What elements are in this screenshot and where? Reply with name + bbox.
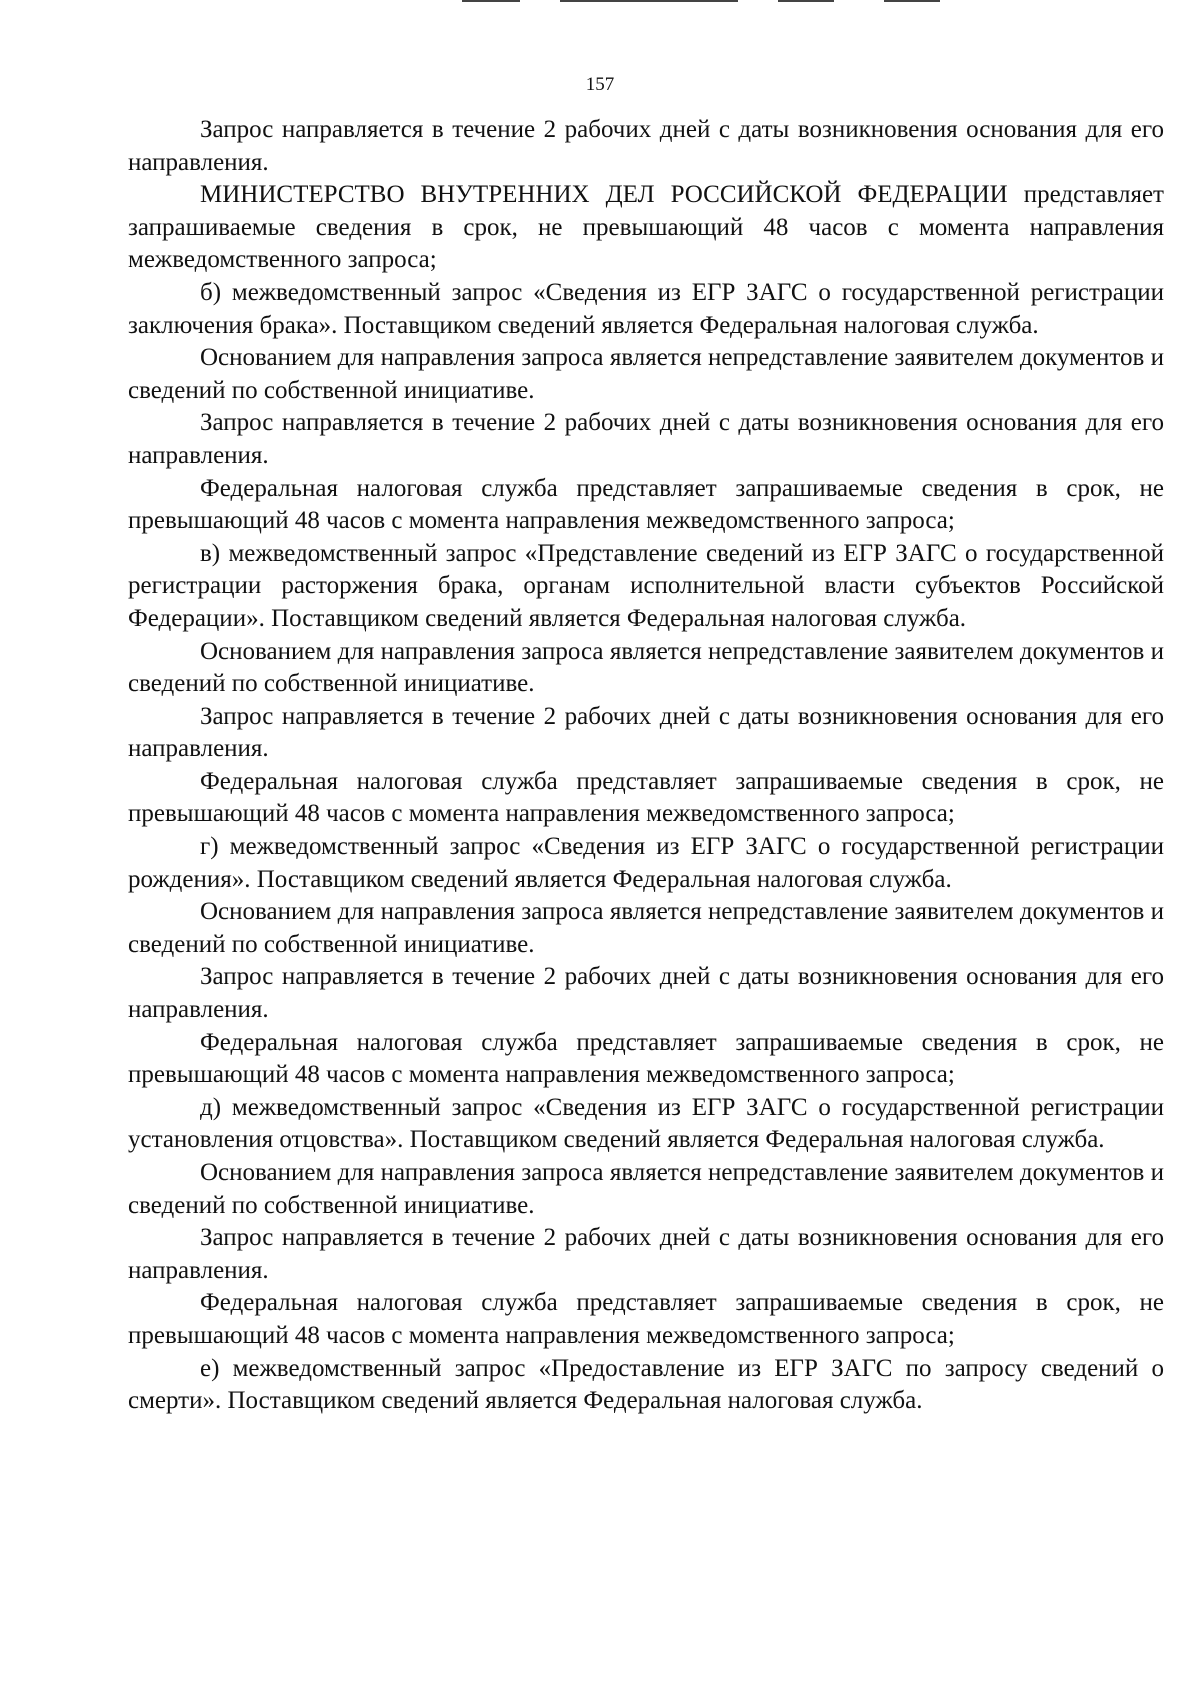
paragraph: Запрос направляется в течение 2 рабочих дней с даты возникновения основания для его направления. [128,409,1164,469]
paragraph: МИНИСТЕРСТВО ВНУТРЕННИХ ДЕЛ РОССИЙСКОЙ ФЕДЕРАЦИИ представляет запрашиваемые сведения в срок, не превышающий 48 часов с момента направления межведомственного запроса; [128,181,1164,274]
top-rule [884,0,940,2]
page-number: 157 [585,74,615,95]
paragraph: Запрос направляется в течение 2 рабочих дней с даты возникновения основания для его направления. [128,963,1164,1024]
paragraph: Основанием для направления запроса является непредставление заявителем документов и сведений по собственной инициативе. [128,344,1164,404]
paragraph: Запрос направляется в течение 2 рабочих дней с даты возникновения основания для его направления. [128,116,1164,176]
top-edge-rules [0,0,1200,4]
paragraph: Федеральная налоговая служба представляет запрашиваемые сведения в срок, не превышающий 48 часов с момента направления межведомственного запроса; [128,1289,1164,1349]
paragraph: г) межведомственный запрос «Сведения из ЕГР ЗАГС о государственной регистрации рождения». Поставщиком сведений является Федеральная налоговая служба. [128,833,1164,893]
paragraph: Федеральная налоговая служба представляет запрашиваемые сведения в срок, не превышающий 48 часов с момента направления межведомственного запроса; [128,1028,1164,1089]
paragraph: Основанием для направления запроса является непредставление заявителем документов и сведений по собственной инициативе. [128,1159,1164,1219]
paragraph: Федеральная налоговая служба представляет запрашиваемые сведения в срок, не превышающий 48 часов с момента направления межведомственного запроса; [128,767,1164,828]
top-rule [778,0,834,2]
paragraph: в) межведомственный запрос «Представление сведений из ЕГР ЗАГС о государственной регистрации расторжения брака, органам исполнительной власти субъектов Российской Федерации». Поставщиком сведений является Федеральная налоговая служба. [128,539,1164,632]
paragraph: Запрос направляется в течение 2 рабочих дней с даты возникновения основания для его направления. [128,702,1164,763]
document-body [128,114,1164,1418]
paragraph: е) межведомственный запрос «Предоставление из ЕГР ЗАГС по запросу сведений о смерти». Поставщиком сведений является Федеральная налоговая служба. [128,1354,1164,1415]
paragraph: Запрос направляется в течение 2 рабочих дней с даты возникновения основания для его направления. [128,1224,1164,1284]
top-rule [560,0,738,2]
paragraph: б) межведомственный запрос «Сведения из ЕГР ЗАГС о государственной регистрации заключения брака». Поставщиком сведений является Федеральная налоговая служба. [128,278,1164,339]
top-rule [462,0,520,2]
paragraph: Основанием для направления запроса является непредставление заявителем документов и сведений по собственной инициативе. [128,898,1164,958]
paragraph: Федеральная налоговая служба представляет запрашиваемые сведения в срок, не превышающий 48 часов с момента направления межведомственного запроса; [128,474,1164,535]
paragraph: Основанием для направления запроса является непредставление заявителем документов и сведений по собственной инициативе. [128,637,1164,698]
paragraph: д) межведомственный запрос «Сведения из ЕГР ЗАГС о государственной регистрации установления отцовства». Поставщиком сведений является Федеральная налоговая служба. [128,1093,1164,1154]
